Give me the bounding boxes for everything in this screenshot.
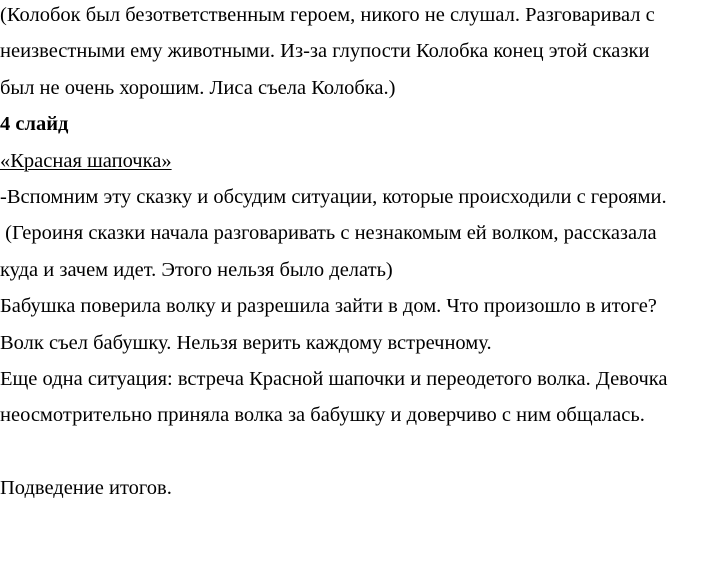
slide-heading: 4 слайд (0, 113, 69, 136)
discussion-prompt: -Вспомним эту сказку и обсудим ситуации, которые происходили с героями. (0, 185, 667, 208)
another-situation-line-1: Еще одна ситуация: встреча Красной шапочки и переодетого волка. Девочка (0, 367, 668, 390)
grandmother-answer: Волк съел бабушку. Нельзя верить каждому встречному. (0, 331, 492, 354)
story-title-line (0, 143, 704, 179)
intro-line-2: неизвестными ему животными. Из-за глупости Колобка конец этой сказки (0, 40, 650, 63)
intro-line-3: был не очень хорошим. Лиса съела Колобка.) (0, 76, 396, 99)
heroine-note-line-2: куда и зачем идет. Этого нельзя было делать) (0, 258, 393, 281)
intro-paragraph (0, 0, 704, 106)
another-situation (0, 361, 704, 434)
story-title: «Красная шапочка» (0, 149, 172, 172)
grandmother-question: Бабушка поверила волку и разрешила зайти в дом. Что произошло в итоге? (0, 295, 657, 318)
another-situation-line-2: неосмотрительно приняла волка за бабушку и доверчиво с ним общалась. (0, 404, 645, 427)
intro-line-1: (Колобок был безответственным героем, никого не слушал. Разговаривал с (0, 4, 655, 26)
summary-heading: Подведение итогов. (0, 477, 172, 500)
blank-line (0, 434, 704, 470)
heroine-note-line-1: (Героиня сказки начала разговаривать с незнакомым ей волком, рассказала (0, 222, 657, 245)
heroine-note (0, 215, 704, 288)
